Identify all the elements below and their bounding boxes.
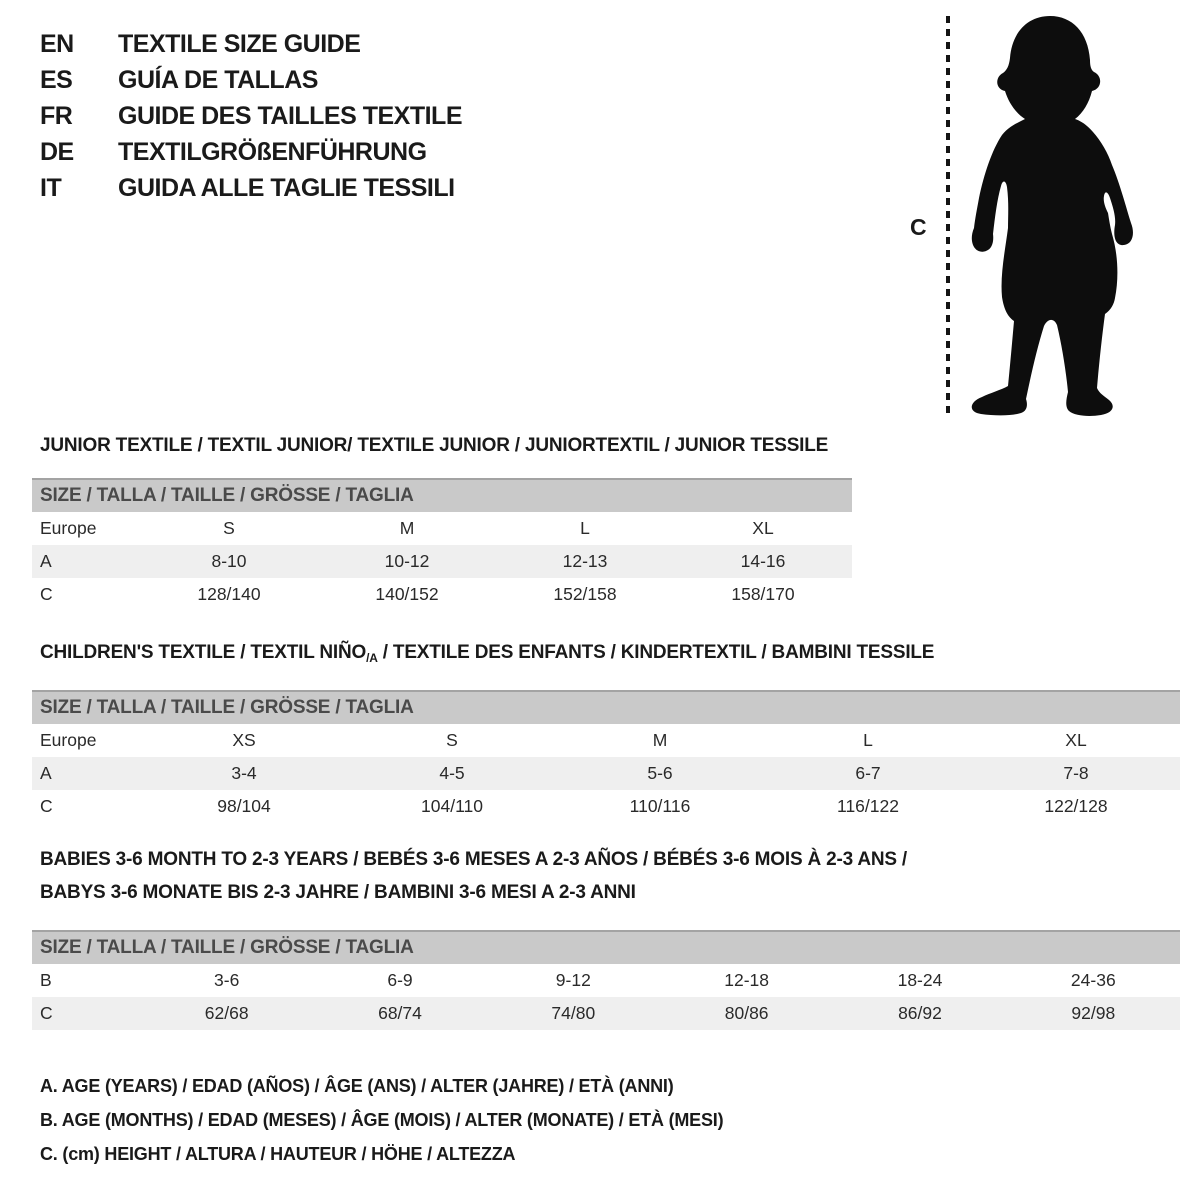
language-title: TEXTILGRÖßENFÜHRUNG bbox=[118, 138, 427, 166]
table-row-c bbox=[32, 578, 852, 611]
language-title-block bbox=[40, 30, 462, 210]
height-measure-label: C bbox=[910, 214, 927, 240]
age-cell: 5-6 bbox=[647, 763, 673, 783]
children-size-table bbox=[32, 690, 1180, 823]
size-cell: L bbox=[580, 518, 590, 538]
age-cell: 6-9 bbox=[387, 970, 413, 990]
language-title: GUIDE DES TAILLES TEXTILE bbox=[118, 102, 463, 130]
language-code: IT bbox=[40, 174, 62, 202]
height-cell: 128/140 bbox=[197, 584, 261, 604]
height-measure-line bbox=[946, 16, 950, 416]
section-title-children bbox=[40, 642, 934, 665]
table-row-b bbox=[32, 964, 1180, 997]
table-row-europe bbox=[32, 724, 1180, 757]
row-label: C bbox=[40, 584, 53, 604]
language-title: GUÍA DE TALLAS bbox=[118, 66, 318, 94]
toddler-silhouette-icon bbox=[962, 14, 1140, 418]
size-cell: XL bbox=[752, 518, 774, 538]
age-cell: 18-24 bbox=[897, 970, 943, 990]
size-cell: L bbox=[863, 730, 873, 750]
section-title-junior: JUNIOR TEXTILE / TEXTIL JUNIOR/ TEXTILE JUNIOR / JUNIORTEXTIL / JUNIOR TESSILE bbox=[40, 435, 829, 456]
row-label: Europe bbox=[40, 518, 97, 538]
height-cell: 92/98 bbox=[1071, 1003, 1116, 1023]
table-row-c bbox=[32, 790, 1180, 823]
size-cell: M bbox=[652, 730, 668, 750]
age-cell: 14-16 bbox=[740, 551, 786, 571]
age-cell: 9-12 bbox=[555, 970, 591, 990]
table-row-c bbox=[32, 997, 1180, 1030]
height-cell: 74/80 bbox=[551, 1003, 596, 1023]
size-cell: XS bbox=[232, 730, 256, 750]
row-label: C bbox=[40, 1003, 53, 1023]
age-cell: 8-10 bbox=[211, 551, 247, 571]
age-cell: 7-8 bbox=[1063, 763, 1089, 783]
language-row bbox=[40, 30, 462, 66]
height-cell: 98/104 bbox=[217, 796, 271, 816]
section-title-children-pre: CHILDREN'S TEXTILE / TEXTIL NIÑO bbox=[40, 642, 367, 663]
legend-block bbox=[40, 1069, 723, 1171]
height-cell: 122/128 bbox=[1044, 796, 1108, 816]
language-code: EN bbox=[40, 30, 74, 58]
height-cell: 62/68 bbox=[204, 1003, 249, 1023]
table-size-header: SIZE / TALLA / TAILLE / GRÖSSE / TAGLIA bbox=[32, 930, 1180, 964]
language-row bbox=[40, 102, 462, 138]
table-size-header: SIZE / TALLA / TAILLE / GRÖSSE / TAGLIA bbox=[32, 478, 852, 512]
table-row-europe bbox=[32, 512, 852, 545]
age-cell: 4-5 bbox=[439, 763, 465, 783]
junior-size-table bbox=[32, 478, 852, 611]
age-cell: 12-13 bbox=[562, 551, 608, 571]
height-cell: 140/152 bbox=[375, 584, 439, 604]
language-row bbox=[40, 174, 462, 210]
row-label: A bbox=[40, 551, 52, 571]
section-title-babies bbox=[40, 843, 907, 909]
section-title-babies-line2: BABYS 3-6 MONATE BIS 2-3 JAHRE / BAMBINI 3-6 MESI A 2-3 ANNI bbox=[40, 882, 636, 903]
language-row bbox=[40, 66, 462, 102]
table-row-a bbox=[32, 757, 1180, 790]
height-cell: 80/86 bbox=[724, 1003, 769, 1023]
babies-size-table bbox=[32, 930, 1180, 1030]
height-cell: 116/122 bbox=[837, 796, 899, 816]
size-cell: S bbox=[446, 730, 458, 750]
age-cell: 3-4 bbox=[231, 763, 257, 783]
height-cell: 86/92 bbox=[898, 1003, 942, 1023]
age-cell: 3-6 bbox=[214, 970, 240, 990]
height-cell: 110/116 bbox=[629, 796, 691, 816]
age-cell: 12-18 bbox=[724, 970, 770, 990]
row-label: Europe bbox=[40, 730, 97, 750]
language-title: TEXTILE SIZE GUIDE bbox=[118, 30, 361, 58]
section-title-babies-line1: BABIES 3-6 MONTH TO 2-3 YEARS / BEBÉS 3-6 MESES A 2-3 AÑOS / BÉBÉS 3-6 MOIS À 2-3 ANS / bbox=[40, 849, 908, 870]
table-row-a bbox=[32, 545, 852, 578]
row-label: B bbox=[40, 970, 52, 990]
age-cell: 6-7 bbox=[855, 763, 881, 783]
table-size-header: SIZE / TALLA / TAILLE / GRÖSSE / TAGLIA bbox=[32, 690, 1180, 724]
row-label: C bbox=[40, 796, 53, 816]
row-label: A bbox=[40, 763, 52, 783]
legend-line-c: C. (cm) HEIGHT / ALTURA / HAUTEUR / HÖHE / ALTEZZA bbox=[40, 1144, 516, 1164]
section-title-children-sub: /A bbox=[366, 651, 378, 665]
age-cell: 10-12 bbox=[384, 551, 430, 571]
language-code: FR bbox=[40, 102, 73, 130]
legend-line-b: B. AGE (MONTHS) / EDAD (MESES) / ÂGE (MOIS) / ALTER (MONATE) / ETÀ (MESI) bbox=[40, 1110, 724, 1130]
language-row bbox=[40, 138, 462, 174]
size-cell: XL bbox=[1065, 730, 1087, 750]
height-cell: 68/74 bbox=[378, 1003, 422, 1023]
height-cell: 104/110 bbox=[421, 796, 483, 816]
language-code: DE bbox=[40, 138, 74, 166]
height-cell: 152/158 bbox=[553, 584, 617, 604]
language-title: GUIDA ALLE TAGLIE TESSILI bbox=[118, 174, 455, 202]
age-cell: 24-36 bbox=[1070, 970, 1116, 990]
language-code: ES bbox=[40, 66, 73, 94]
section-title-children-post: / TEXTILE DES ENFANTS / KINDERTEXTIL / BAMBINI TESSILE bbox=[377, 642, 935, 663]
height-cell: 158/170 bbox=[731, 584, 795, 604]
size-cell: M bbox=[399, 518, 415, 538]
size-cell: S bbox=[223, 518, 235, 538]
legend-line-a: A. AGE (YEARS) / EDAD (AÑOS) / ÂGE (ANS) / ALTER (JAHRE) / ETÀ (ANNI) bbox=[40, 1076, 674, 1096]
